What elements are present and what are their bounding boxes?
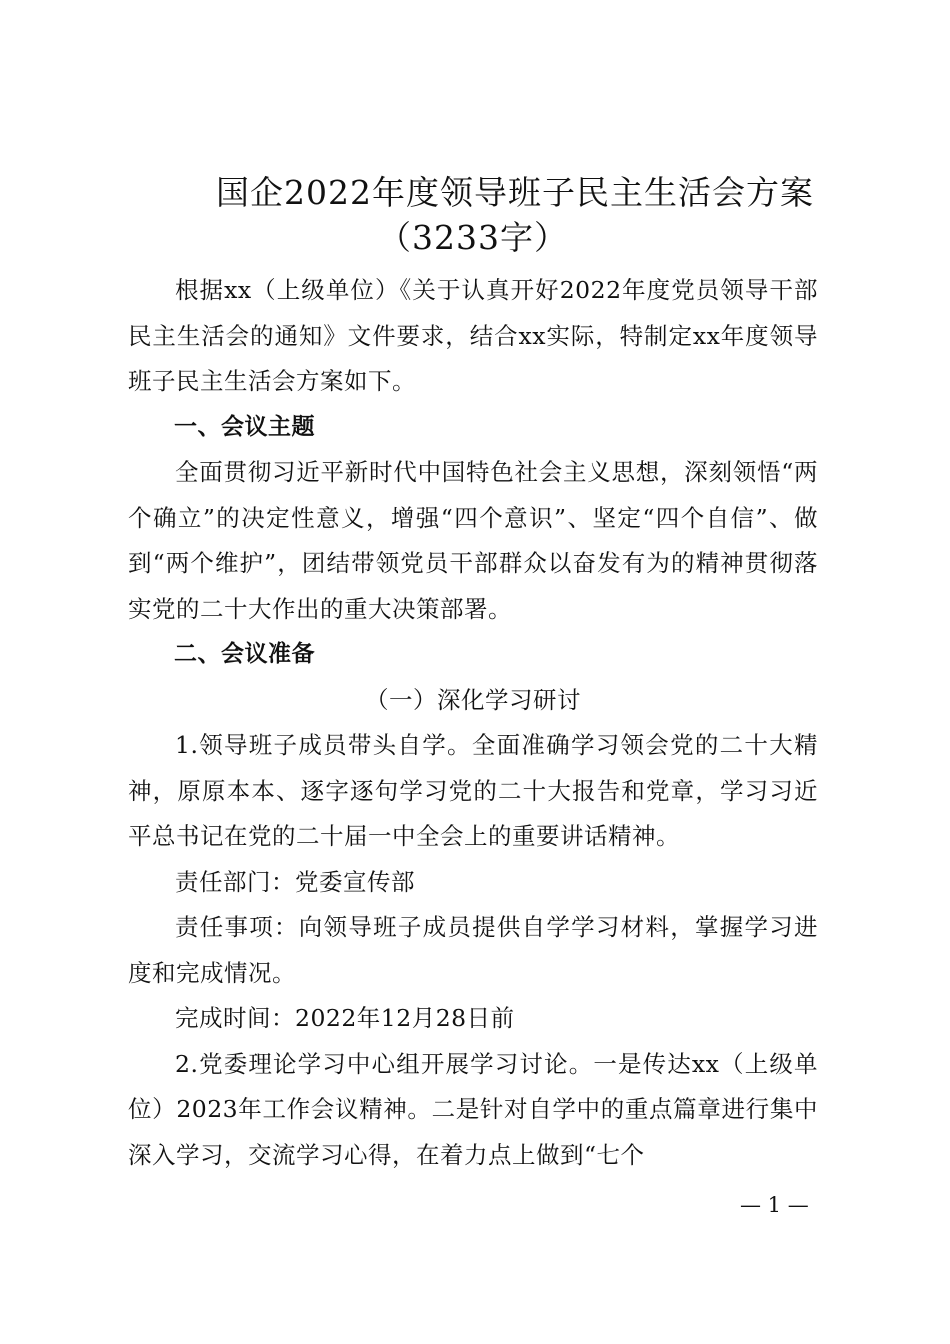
- subsection-heading-study: （一）深化学习研讨: [365, 685, 581, 714]
- theme-paragraph: 全面贯彻习近平新时代中国特色社会主义思想，深刻领悟“两个确立”的决定性意义，增强“四个意识”、坚定“四个自信”、做到“两个维护”，团结带领党员干部群众以奋发有为的精神贯彻落实党的二十大作出的重大决策部署。: [128, 458, 818, 623]
- document-title-wordcount: （3233字）: [378, 218, 568, 257]
- intro-paragraph: 根据xx（上级单位）《关于认真开好2022年度党员领导干部民主生活会的通知》文件要求，结合xx实际，特制定xx年度领导班子民主生活会方案如下。: [128, 276, 818, 395]
- section-heading-preparation: 二、会议准备: [174, 641, 315, 667]
- document-body: [128, 268, 818, 1178]
- page-number: — 1 —: [740, 1193, 809, 1217]
- item-1-deadline: 完成时间：2022年12月28日前: [175, 1004, 515, 1032]
- section-heading-theme: 一、会议主题: [174, 413, 315, 440]
- item-2-paragraph: 2.党委理论学习中心组开展学习讨论。一是传达xx（上级单位）2023年工作会议精神。二是针对自学中的重点篇章进行集中深入学习，交流学习心得，在着力点上做到“七个: [128, 1049, 818, 1169]
- item-1-task: 责任事项：向领导班子成员提供自学学习材料，掌握学习进度和完成情况。: [128, 913, 818, 987]
- document-title: 国企2022年度领导班子民主生活会方案: [216, 173, 814, 212]
- item-1-department: 责任部门：党委宣传部: [175, 867, 415, 896]
- item-1-paragraph: 1.领导班子成员带头自学。全面准确学习领会党的二十大精神，原原本本、逐字逐句学习党的二十大报告和党章，学习习近平总书记在党的二十届一中全会上的重要讲话精神。: [128, 731, 818, 850]
